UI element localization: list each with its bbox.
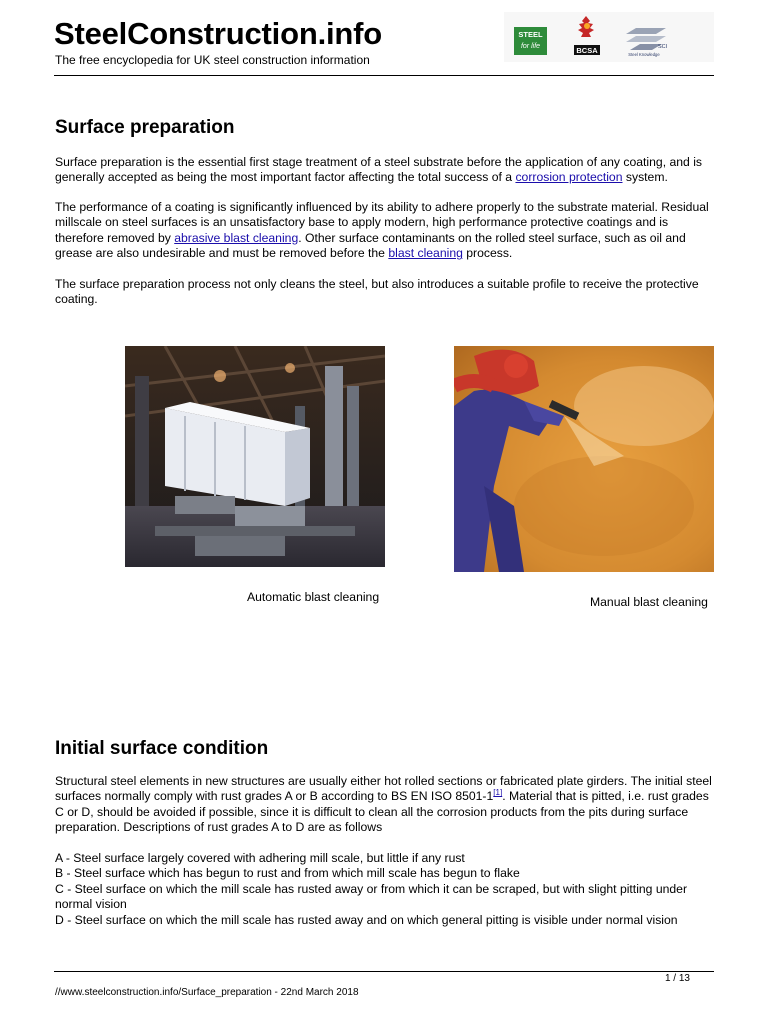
rust-grade-c: C - Steel surface on which the mill scale has rusted away or from which it can be scraped, but with slight pitting under normal vision xyxy=(55,881,688,912)
section-title-initial-surface-condition: Initial surface condition xyxy=(55,738,269,759)
sci-logo-text: SCI xyxy=(658,44,668,50)
header-divider xyxy=(54,75,714,76)
section2-paragraph-1 xyxy=(55,774,717,836)
reference-1-link[interactable]: [1] xyxy=(493,788,503,798)
intro-paragraph-3: The surface preparation process not only cleans the steel, but also introduces a suitable profile to receive the protective coating. xyxy=(55,277,699,307)
page-title: Surface preparation xyxy=(55,117,235,138)
page-number: 1 / 13 xyxy=(664,973,690,984)
left-figure-caption: Automatic blast cleaning xyxy=(247,590,380,604)
corrosion-protection-link[interactable]: corrosion protection xyxy=(515,170,623,185)
site-title[interactable]: SteelConstruction.info xyxy=(54,16,382,51)
intro-paragraph-2 xyxy=(55,200,717,262)
rust-grade-list xyxy=(55,851,717,928)
right-figure-caption: Manual blast cleaning xyxy=(590,595,708,609)
footer-divider xyxy=(54,971,714,972)
site-tagline: The free encyclopedia for UK steel construction information xyxy=(55,53,370,67)
steel-logo-line2: for life xyxy=(520,43,541,50)
intro-p2-text-b: . Other surface contaminants on the rolled steel surface, such as oil and grease are also undesirable and must be removed before the xyxy=(55,230,686,261)
sci-logo-subtext: Steel Knowledge xyxy=(628,52,660,57)
steel-logo-line1: STEEL xyxy=(518,30,543,39)
bcsa-logo-text: BCSA xyxy=(576,46,598,55)
section2-p1-text-a: Structural steel elements in new structures are usually either hot rolled sections or fabricated plate girders. The initial steel surfaces normally comply with rust grades A or B according to BS EN ISO 8501-1 xyxy=(55,774,712,804)
rust-grade-a: A - Steel surface largely covered with adhering mill scale, but little if any rust xyxy=(55,851,465,865)
intro-paragraph-1 xyxy=(55,155,717,186)
automatic-blast-cleaning-image[interactable] xyxy=(125,346,385,567)
steel-for-life-logo[interactable] xyxy=(514,27,547,55)
intro-p2-text-a: The performance of a coating is significantly influenced by its ability to adhere properly to the substrate material. Residual millscale on steel surfaces is an unsatisfactory base to apply modern, high performance protective coatings and is therefore removed by xyxy=(55,200,709,245)
manual-blast-cleaning-image[interactable] xyxy=(454,346,714,572)
intro-p2-text-c: process. xyxy=(462,246,513,261)
rust-grade-b: B - Steel surface which has begun to rust and from which mill scale has begun to flake xyxy=(55,866,520,881)
rust-grade-d: D - Steel surface on which the mill scale has rusted away and on which general pitting is visible under normal vision xyxy=(55,912,678,927)
partner-logos xyxy=(504,12,714,62)
intro-p1-text-a: Surface preparation is the essential first stage treatment of a steel substrate before the application of any coating, and is generally accepted as being the most important factor affecting the total success of a xyxy=(55,155,702,185)
blast-cleaning-link[interactable]: blast cleaning xyxy=(388,246,463,261)
abrasive-blast-cleaning-link[interactable]: abrasive blast cleaning xyxy=(174,230,299,245)
intro-p1-text-b: system. xyxy=(622,170,668,185)
section2-p1-text-b: . Material that is pitted, i.e. rust grades C or D, should be avoided if possible, since it is difficult to clean all the corrosion products from the pits during surface preparation. Descriptions of rust grades A to D are as follows xyxy=(55,789,709,835)
footer-url: //www.steelconstruction.info/Surface_preparation - 22nd March 2018 xyxy=(55,987,359,998)
